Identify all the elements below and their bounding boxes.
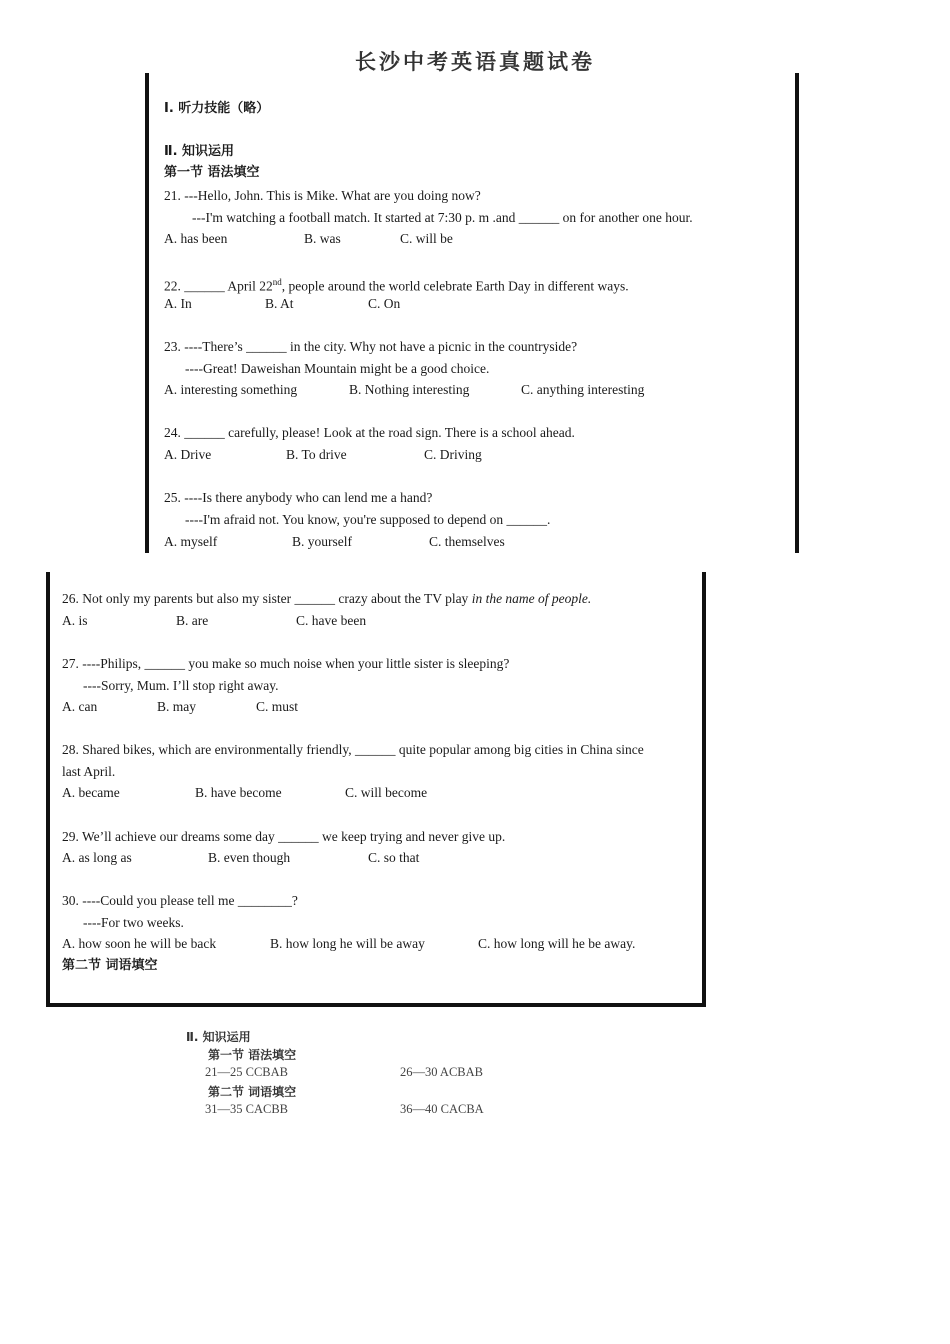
q28-option-a: A. became [62,785,120,800]
q26-stem: 26. Not only my parents but also my sister ______ crazy about the TV play in the name of people. [62,591,592,606]
q29-stem: 29. We’ll achieve our dreams some day ______ we keep trying and never give up. [62,829,506,844]
q26-option-a: A. is [62,613,88,628]
q25-stem: 25. ----Is there anybody who can lend me a hand? [164,490,433,505]
q21-option-b: B. was [304,231,341,246]
answer-row-36-40: 36—40 CACBA [400,1102,484,1116]
q28-option-c: C. will become [345,785,428,800]
answer-row-26-30: 26—30 ACBAB [400,1065,484,1079]
q30-line2: ----For two weeks. [83,915,184,930]
q25-option-b: B. yourself [292,534,352,549]
q27-line2: ----Sorry, Mum. I’ll stop right away. [83,678,279,693]
q23-stem: 23. ----There’s ______ in the city. Why not have a picnic in the countryside? [164,339,578,354]
q30-option-a: A. how soon he will be back [62,936,217,951]
q23-option-a: A. interesting something [164,382,298,397]
q27-stem: 27. ----Philips, ______ you make so much noise when your little sister is sleeping? [62,656,510,671]
answer-key-heading: Ⅱ. 知识运用 [186,1030,251,1044]
q21-option-c: C. will be [400,231,453,246]
q25-option-a: A. myself [164,534,218,549]
q25-option-c: C. themselves [429,534,505,549]
q25-line2: ----I'm afraid not. You know, you're supposed to depend on ______. [185,512,551,527]
q29-option-b: B. even though [208,850,291,865]
q28-stem: 28. Shared bikes, which are environmentally friendly, ______ quite popular among big cities in China since [62,742,644,757]
q29-option-c: C. so that [368,850,420,865]
q26-option-b: B. are [176,613,209,628]
q27-option-c: C. must [256,699,299,714]
q22-option-a: A. In [164,296,192,311]
q23-option-c: C. anything interesting [521,382,645,397]
q24-option-b: B. To drive [286,447,347,462]
q24-option-c: C. Driving [424,447,482,462]
q23-option-b: B. Nothing interesting [349,382,470,397]
q22-option-b: B. At [265,296,294,311]
page-title: 长沙中考英语真题试卷 [355,50,595,74]
section2-heading: 第二节 词语填空 [62,958,158,973]
q26-option-c: C. have been [296,613,367,628]
q21-option-a: A. has been [164,231,228,246]
q28-line2: last April. [62,764,116,779]
q21-stem: 21. ---Hello, John. This is Mike. What are you doing now? [164,188,481,203]
q29-option-a: A. as long as [62,850,132,865]
section1-heading: 第一节 语法填空 [164,165,260,180]
q22-stem: 22. ______ April 22nd, people around the world celebrate Earth Day in different ways. [164,277,629,294]
q24-stem: 24. ______ carefully, please! Look at the road sign. There is a school ahead. [164,425,575,440]
q27-option-a: A. can [62,699,98,714]
part2-heading: Ⅱ. 知识运用 [164,144,235,159]
question-box-lower [46,572,706,1007]
q30-stem: 30. ----Could you please tell me ________? [62,893,298,908]
answer-row-21-25: 21—25 CCBAB [205,1065,289,1079]
q23-line2: ----Great! Daweishan Mountain might be a good choice. [185,361,490,376]
answer-section1-heading: 第一节 语法填空 [208,1048,297,1062]
q21-line2: ---I'm watching a football match. It started at 7:30 p. m .and ______ on for another one hour. [192,210,693,225]
q24-option-a: A. Drive [164,447,212,462]
q28-option-b: B. have become [195,785,282,800]
answer-row-31-35: 31—35 CACBB [205,1102,289,1116]
q30-option-b: B. how long he will be away [270,936,425,951]
q30-option-c: C. how long will he be away. [478,936,636,951]
question-box-upper [145,73,799,553]
answer-section2-heading: 第二节 词语填空 [208,1085,297,1099]
q22-option-c: C. On [368,296,401,311]
part1-heading: Ⅰ. 听力技能（略） [164,101,270,116]
q27-option-b: B. may [157,699,196,714]
